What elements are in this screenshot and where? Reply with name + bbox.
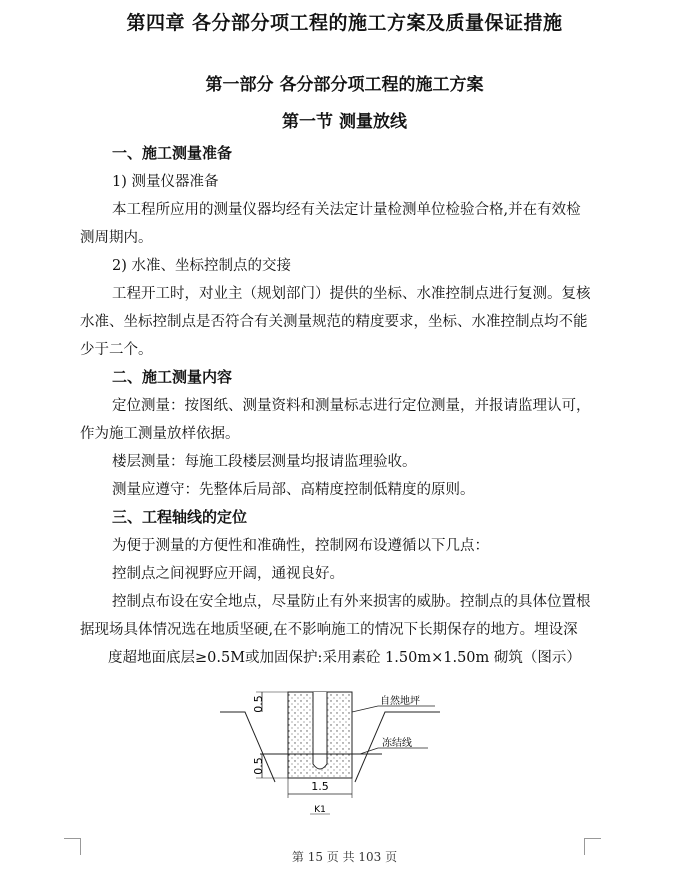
- para-1-line-2: 测周期内。: [80, 230, 153, 246]
- para-2-line-1: 工程开工时，对业主（规划部门）提供的坐标、水准控制点进行复测。复核: [112, 286, 591, 302]
- frost-label: 冻结线: [382, 738, 412, 749]
- para-2-line-3: 少于二个。: [80, 342, 153, 358]
- item-2: 2) 水准、坐标控制点的交接: [112, 258, 291, 274]
- para-8-line-3: 度超地面底层≥0.5M或加固保护:采用素砼 1.50m×1.50m 砌筑（图示）: [108, 650, 581, 666]
- para-6: 为便于测量的方便性和准确性，控制网布设遵循以下几点：: [112, 538, 489, 554]
- para-3-line-2: 作为施工测量放样依据。: [80, 426, 240, 442]
- figure-caption: K1: [314, 805, 326, 815]
- ground-label: 自然地坪: [380, 696, 420, 707]
- para-5: 测量应遵守：先整体后局部、高精度控制低精度的原则。: [112, 482, 475, 498]
- para-3-line-1: 定位测量：按图纸、测量资料和测量标志进行定位测量，并报请监理认可，: [112, 398, 591, 414]
- dim-top-label: 0.5: [252, 695, 265, 713]
- page-footer: 第 15 页 共 103 页: [291, 850, 398, 864]
- ground-line-left: [220, 712, 275, 782]
- control-point-figure: [210, 682, 460, 822]
- chapter-title: 第四章 各分部分项工程的施工方案及质量保证措施: [126, 12, 563, 34]
- part-title: 第一部分 各分部分项工程的施工方案: [205, 75, 484, 95]
- para-4: 楼层测量：每施工段楼层测量均报请监理验收。: [112, 454, 417, 470]
- marker-rod: [313, 692, 327, 769]
- para-2-line-2: 水准、坐标控制点是否符合有关测量规范的精度要求，坐标、水准控制点均不能: [80, 314, 588, 330]
- heading-3: 三、工程轴线的定位: [112, 508, 248, 526]
- dim-bottom-label: 0.5: [252, 757, 265, 775]
- para-1-line-1: 本工程所应用的测量仪器均经有关法定计量检测单位检验合格,并在有效检: [112, 202, 581, 218]
- heading-2: 二、施工测量内容: [112, 368, 233, 386]
- dim-width-label: 1.5: [311, 780, 329, 793]
- para-8-line-1: 控制点布设在安全地点，尽量防止有外来损害的威胁。控制点的具体位置根: [112, 594, 591, 610]
- para-8-line-2: 据现场具体情况选在地质坚硬,在不影响施工的情况下长期保存的地方。埋设深: [80, 622, 578, 638]
- heading-1: 一、施工测量准备: [112, 144, 233, 162]
- item-1: 1) 测量仪器准备: [112, 174, 219, 190]
- section-title: 第一节 测量放线: [282, 112, 407, 132]
- para-7: 控制点之间视野应开阔，通视良好。: [112, 566, 344, 582]
